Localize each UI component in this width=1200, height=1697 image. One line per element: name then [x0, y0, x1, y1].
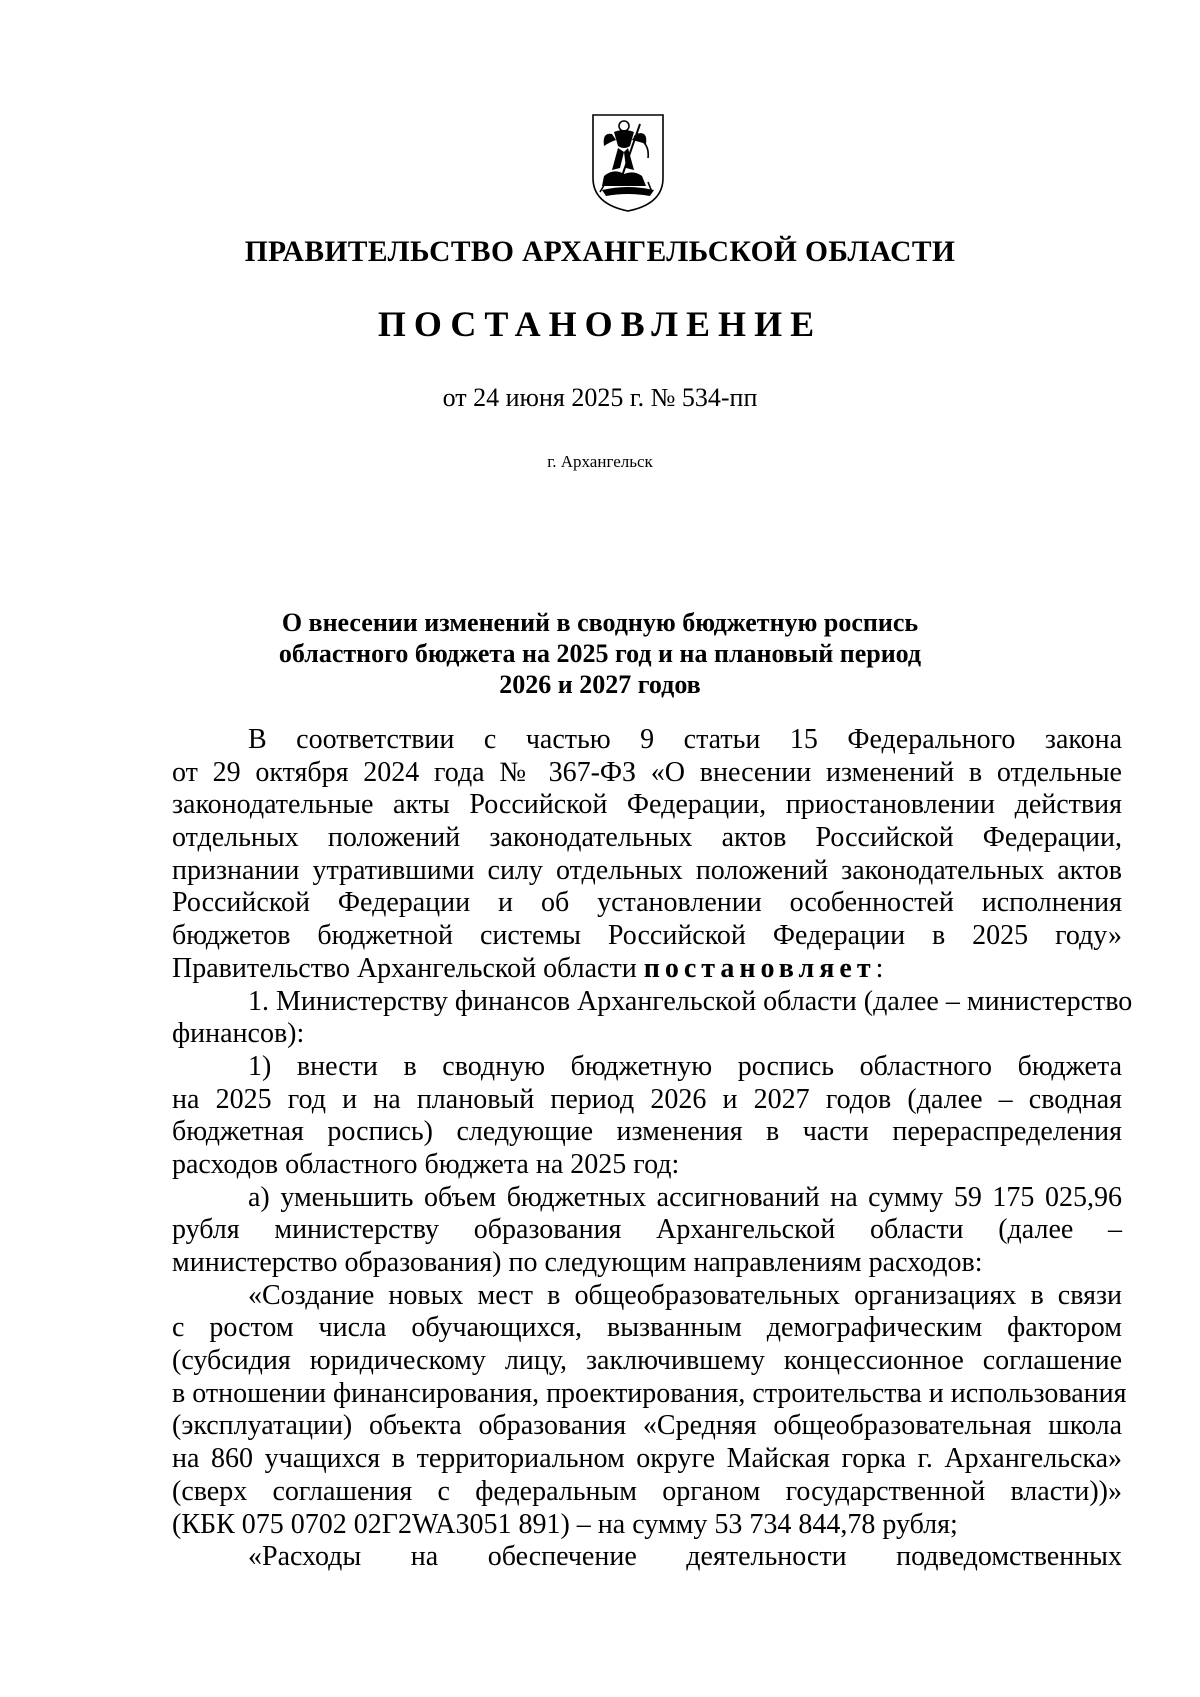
body-line: в отношении финансирования, проектирования, строительства и использования	[172, 1377, 1127, 1409]
body-line: (сверх соглашения с федеральным органом государственной власти))»	[172, 1475, 1122, 1507]
document-type: ПОСТАНОВЛЕНИЕ	[377, 304, 823, 344]
body-line: Российской Федерации и об установлении особенностей исполнения	[172, 887, 1122, 919]
document-title	[0, 607, 1200, 700]
coat-of-arms-icon	[590, 112, 666, 214]
body-line: 1) внести в сводную бюджетную роспись областного бюджета	[248, 1050, 1122, 1082]
body-line: министерство образования) по следующим направлениям расходов:	[172, 1247, 983, 1278]
body-line: «Создание новых мест в общеобразовательных организациях в связи	[248, 1279, 1122, 1311]
body-line: от 29 октября 2024 года № 367-ФЗ «О внесении изменений в отдельные	[172, 756, 1122, 788]
body-line: 1. Министерству финансов Архангельской области (далее – министерство	[248, 985, 1133, 1017]
body-line: (субсидия юридическому лицу, заключившему концессионное соглашение	[172, 1345, 1122, 1377]
decree-word: постановляет	[643, 952, 876, 984]
body-line: на 2025 год и на плановый период 2026 и 2027 годов (далее – сводная	[172, 1083, 1122, 1115]
body-line: законодательные акты Российской Федерации, приостановлении действия	[172, 789, 1122, 821]
body-line: признании утратившими силу отдельных положений законодательных актов	[172, 854, 1122, 886]
body-line: на 860 учащихся в территориальном округе Майская горка г. Архангельска»	[172, 1443, 1122, 1475]
body-line: а) уменьшить объем бюджетных ассигнований на сумму 59 175 025,96	[248, 1181, 1122, 1213]
body-line: (эксплуатации) объекта образования «Средняя общеобразовательная школа	[172, 1410, 1122, 1442]
title-line: областного бюджета на 2025 год и на плановый период	[278, 639, 922, 668]
body-line: «Расходы на обеспечение деятельности подведомственных	[248, 1541, 1122, 1573]
body-line: рубля министерству образования Архангельской области (далее –	[172, 1214, 1122, 1246]
body-line: с ростом числа обучающихся, вызванным демографическим фактором	[172, 1312, 1122, 1344]
body-line: бюджетов бюджетной системы Российской Федерации в 2025 году»	[172, 920, 1122, 952]
city: г. Архангельск	[547, 452, 653, 471]
decree-line	[172, 953, 1122, 986]
body-line: В соответствии с частью 9 статьи 15 Федерального закона	[248, 724, 1122, 755]
title-line: О внесении изменений в сводную бюджетную роспись	[281, 608, 919, 637]
title-line: 2026 и 2027 годов	[499, 670, 701, 699]
organization-name: ПРАВИТЕЛЬСТВО АРХАНГЕЛЬСКОЙ ОБЛАСТИ	[244, 236, 956, 268]
body-line: финансов):	[172, 1018, 305, 1050]
body-line: расходов областного бюджета на 2025 год:	[172, 1148, 680, 1180]
decree-colon: :	[875, 952, 884, 984]
document-body	[172, 724, 1133, 1574]
date-and-number: от 24 июня 2025 г. № 534-пп	[442, 383, 758, 412]
body-line: (КБК 075 0702 02Г2WA3051 891) – на сумму 53 734 844,78 рубля;	[172, 1508, 958, 1540]
body-line: Правительство Архангельской области	[172, 952, 644, 984]
body-line: отдельных положений законодательных актов Российской Федерации,	[172, 822, 1122, 854]
body-line: бюджетная роспись) следующие изменения в части перераспределения	[172, 1116, 1122, 1148]
